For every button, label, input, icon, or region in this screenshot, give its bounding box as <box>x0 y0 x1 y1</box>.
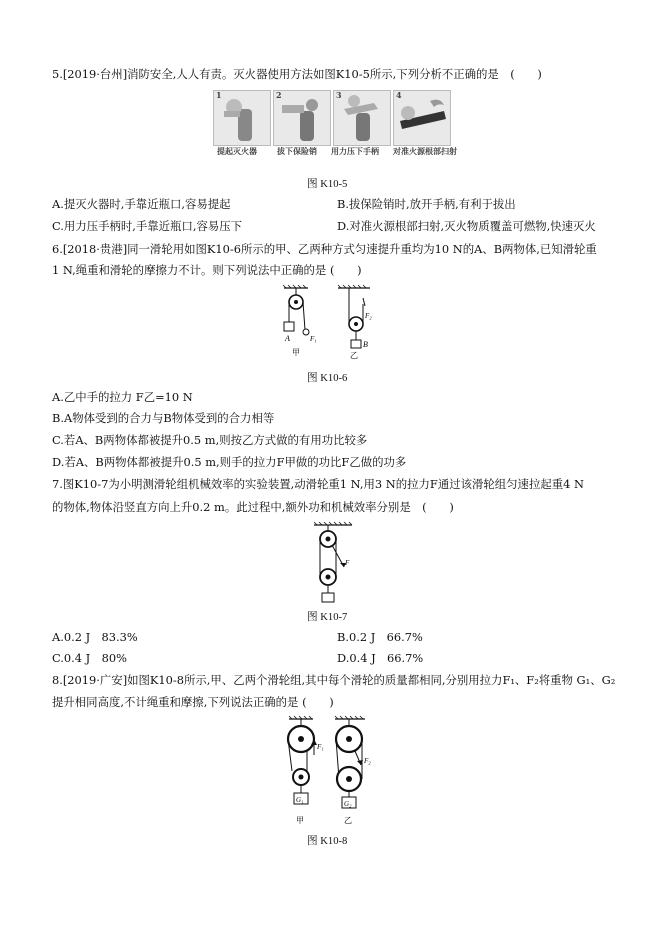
panel-1-number: 1 <box>216 90 222 100</box>
q8-stem-line1: 8.[2019·广安]如图K10-8所示,甲、乙两个滑轮组,其中每个滑轮的质量都相同,分别用拉力F₁、F₂将重物 G₁、G₂ <box>52 673 616 687</box>
pulley-figure-k10-6 <box>280 284 380 362</box>
setup-jia-label-k10-8: 甲 <box>296 816 304 825</box>
q5-option-d: D.对准火源根部扫射,灭火物质覆盖可燃物,快速灭火 <box>337 219 596 233</box>
q7-stem-line2: 的物体,物体沿竖直方向上升0.2 m。此过程中,额外功和机械效率分别是 ( ) <box>52 500 454 514</box>
q7-option-d: D.0.4 J 66.7% <box>337 651 424 665</box>
object-a-label: A <box>285 334 290 343</box>
panel-3-number: 3 <box>336 90 342 100</box>
q5-option-a: A.提灭火器时,手靠近瓶口,容易提起 <box>52 197 231 211</box>
figure-caption-k10-5: 图 K10-5 <box>307 179 348 190</box>
figure-caption-k10-7: 图 K10-7 <box>307 612 348 623</box>
setup-yi-label-k10-8: 乙 <box>344 816 352 825</box>
q7-option-a: A.0.2 J 83.3% <box>52 630 138 644</box>
panel-1-label: 提起灭火器 <box>217 146 257 156</box>
pulley-figure-k10-7 <box>308 521 358 607</box>
q7-option-c: C.0.4 J 80% <box>52 651 127 665</box>
panel-1-image <box>213 90 271 146</box>
q6-option-c: C.若A、B两物体都被提升0.5 m,则按乙方式做的有用功比较多 <box>52 433 368 447</box>
panel-4-label: 对准火源根部扫射 <box>393 146 457 156</box>
panel-3-label: 用力压下手柄 <box>331 146 379 156</box>
q7-option-b: B.0.2 J 66.7% <box>337 630 423 644</box>
q5-option-b: B.拔保险销时,放开手柄,有利于拔出 <box>337 197 516 211</box>
q6-stem-line1: 6.[2018·贵港]同一滑轮用如图K10-6所示的甲、乙两种方式匀速提升重均为10 N的A、B两物体,已知滑轮重 <box>52 242 597 256</box>
force-f-label: F <box>345 559 350 567</box>
force-f2-label: F₂ <box>365 312 372 320</box>
setup-yi-label: 乙 <box>350 351 358 360</box>
q8-stem-line2: 提升相同高度,不计绳重和摩擦,下列说法正确的是 ( ) <box>52 695 334 709</box>
panel-2-number: 2 <box>276 90 282 100</box>
q6-option-d: D.若A、B两物体都被提升0.5 m,则手的拉力F甲做的功比F乙做的功多 <box>52 455 407 469</box>
object-b-label: B <box>363 340 368 349</box>
extinguisher-figure <box>213 90 457 158</box>
force-f1-label-k10-8: F₁ <box>317 743 324 751</box>
q7-stem-line1: 7.图K10-7为小明测滑轮组机械效率的实验装置,动滑轮重1 N,用3 N的拉力F通过该滑轮组匀速拉起重4 N <box>52 477 584 491</box>
figure-caption-k10-8: 图 K10-8 <box>307 836 348 847</box>
q5-option-c: C.用力压手柄时,手靠近瓶口,容易压下 <box>52 219 243 233</box>
q6-option-b: B.A物体受到的合力与B物体受到的合力相等 <box>52 411 275 425</box>
q6-stem-line2: 1 N,绳重和滑轮的摩擦力不计。则下列说法中正确的是 ( ) <box>52 263 362 277</box>
panel-2-image <box>273 90 331 146</box>
figure-caption-k10-6: 图 K10-6 <box>307 373 348 384</box>
panel-4-number: 4 <box>396 90 402 100</box>
panel-2-label: 拔下保险销 <box>277 146 317 156</box>
q5-stem: 5.[2019·台州]消防安全,人人有责。灭火器使用方法如图K10-5所示,下列分析不正确的是 ( ) <box>52 67 542 81</box>
pulley-figure-k10-8 <box>283 715 383 827</box>
weight-g1-label: G₁ <box>296 796 304 804</box>
setup-jia-label: 甲 <box>292 348 300 357</box>
q6-option-a: A.乙中手的拉力 F乙=10 N <box>52 390 193 404</box>
weight-g2-label: G₂ <box>344 800 352 808</box>
force-f2-label-k10-8: F₂ <box>364 757 371 765</box>
force-f1-label: F₁ <box>310 335 317 343</box>
